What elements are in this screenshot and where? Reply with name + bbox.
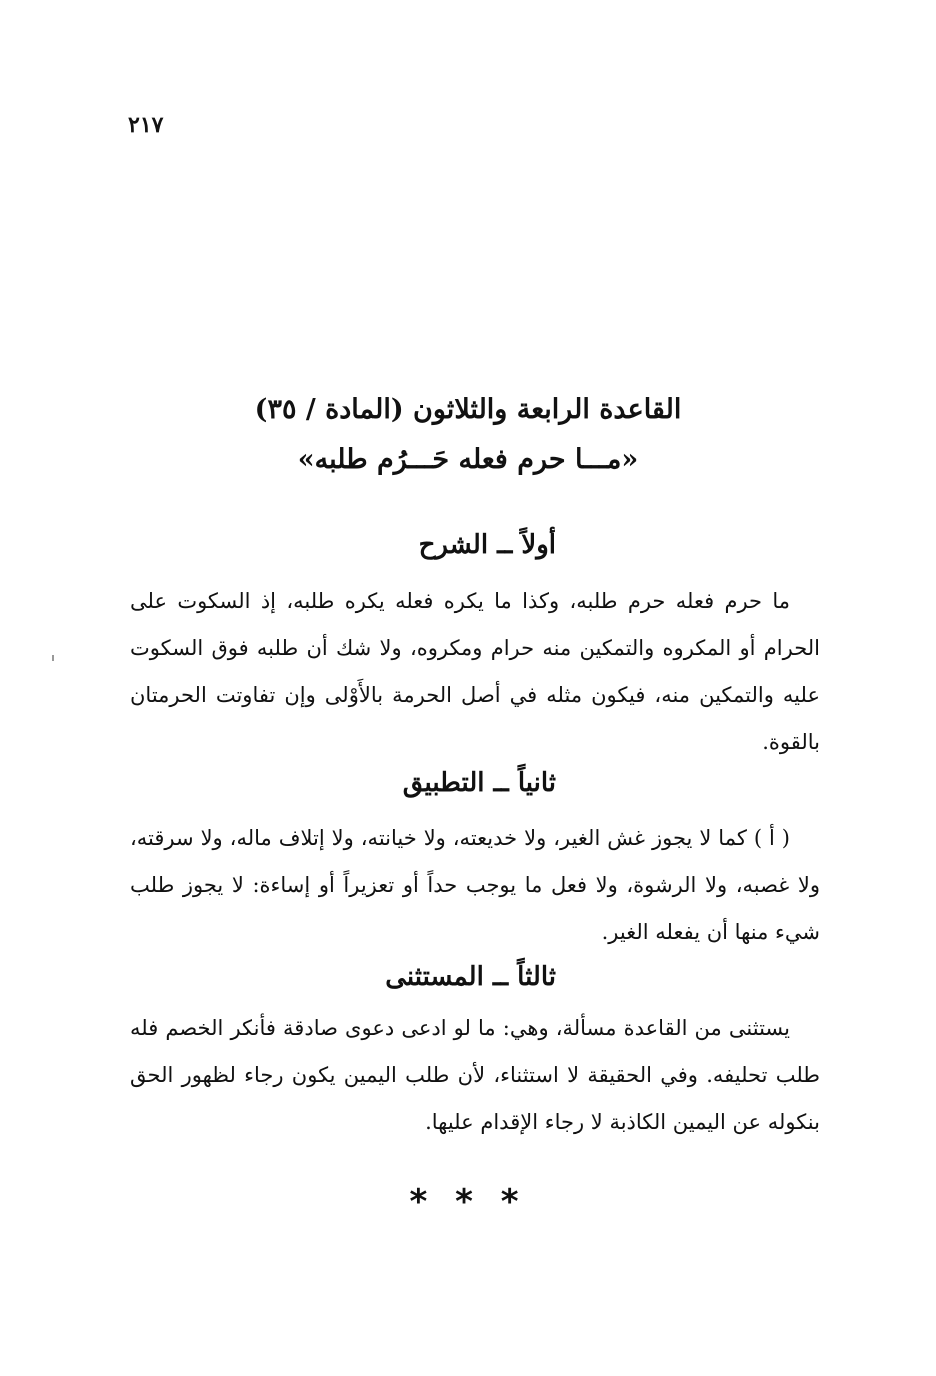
end-mark: * * * [409,1182,527,1222]
section-text-application-body: ( أ ) كما لا يجوز غش الغير، ولا خديعته، ولا خيانته، ولا إتلاف ماله، ولا سرقته، ولا غصبه، ولا الرشوة، ولا فعل ما يوجب حداً أو تعزيراً أو إساءة: لا يجوز طلب شيء منها أن يفعله الغير. [130,826,820,944]
section-text-application [130,815,820,956]
section-text-explanation-body: ما حرم فعله حرم طلبه، وكذا ما يكره فعله يكره طلبه، إذ السكوت على الحرام أو المكروه والتمكين منه حرام ومكروه، ولا شك أن طلبه فوق السكوت عليه والتمكين منه، فيكون مثله في أصل الحرمة بالأَوْلى وإن تفاوتت الحرمتان بالقوة. [130,589,820,754]
margin-mark [52,655,54,661]
section-text-exception [130,1005,820,1146]
section-text-exception-body: يستثنى من القاعدة مسألة، وهي: ما لو ادعى دعوى صادقة فأنكر الخصم فله طلب تحليفه. وفي الحقيقة لا استثناء، لأن طلب اليمين يكون رجاء لظهور الحق بنكوله عن اليمين الكاذبة لا رجاء الإقدام عليها. [130,1016,820,1134]
page-number: ٢١٧ [128,112,164,138]
rule-title-block [0,385,936,485]
rule-title: القاعدة الرابعة والثلاثون (المادة / ٣٥) [254,394,682,425]
section-text-explanation [130,578,820,766]
section-heading-exception: ثالثاً ــ المستثنى [385,962,556,992]
rule-text: «مـــا حرم فعله حَـــرُم طلبه» [297,444,639,475]
section-heading-explanation: أولاً ــ الشرح [418,530,556,560]
section-heading-application: ثانياً ــ التطبيق [402,768,556,798]
